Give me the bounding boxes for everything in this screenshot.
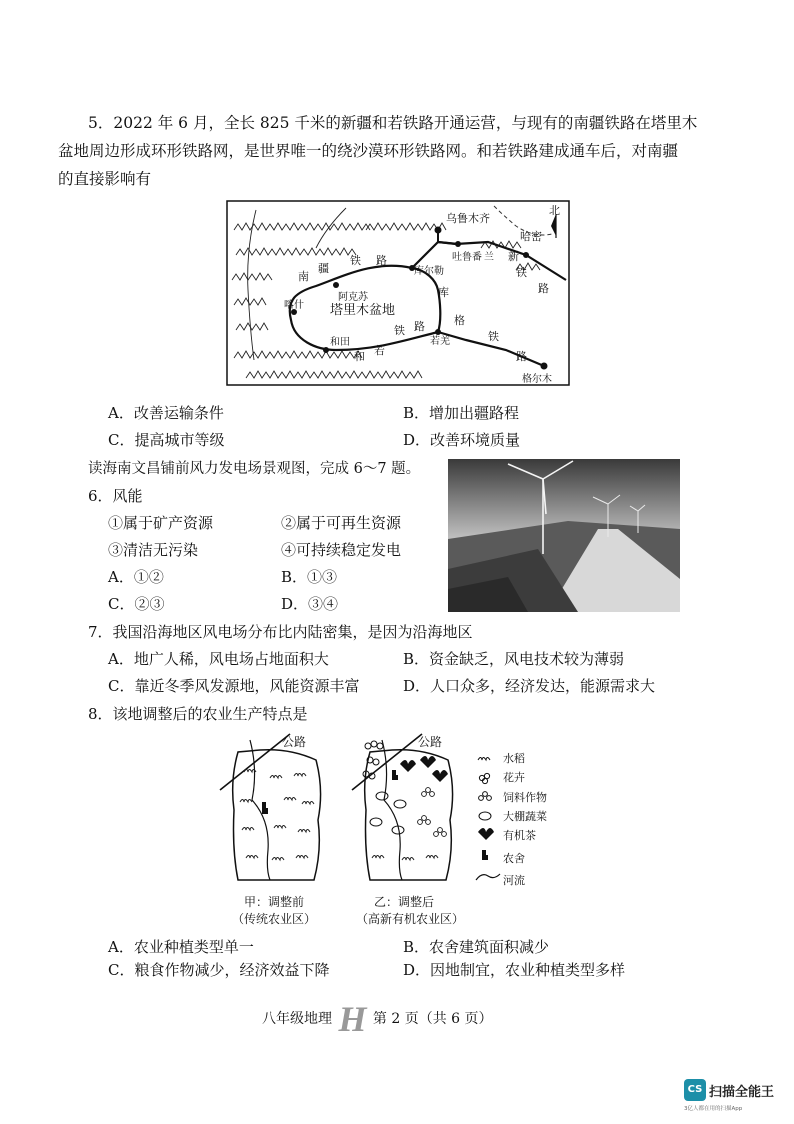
heruo-char-2: 若 bbox=[374, 344, 385, 357]
scanner-logo-icon: CS bbox=[684, 1079, 706, 1101]
label-hami: 哈密 bbox=[520, 230, 542, 243]
after-road-label: 公路 bbox=[418, 735, 443, 749]
q6-stem: 6．风能 bbox=[88, 487, 143, 505]
q5-stem-line2: 盆地周边形成环形铁路网，是世界唯一的绕沙漠环形铁路网。和若铁路建成通车后，对南疆 bbox=[58, 142, 679, 160]
q6-statement-3: ③清洁无污染 bbox=[108, 541, 199, 559]
q6-option-c[interactable]: C．②③ bbox=[108, 595, 165, 613]
label-aksu: 阿克苏 bbox=[338, 292, 368, 303]
nanjiang-char-2: 疆 bbox=[318, 262, 329, 275]
label-lan: 兰 bbox=[484, 252, 494, 263]
page-footer bbox=[262, 999, 493, 1039]
q7-option-a[interactable]: A．地广人稀，风电场占地面积大 bbox=[108, 650, 329, 668]
legend-symbols bbox=[474, 748, 502, 888]
tea-legend-icon bbox=[478, 828, 494, 840]
legend-river: 河流 bbox=[503, 874, 525, 887]
q7-option-c[interactable]: C．靠近冬季风发源地，风能资源丰富 bbox=[108, 677, 360, 695]
gekure-char-4: 路 bbox=[516, 350, 527, 363]
rice-legend-icon bbox=[478, 758, 490, 761]
q5-option-c[interactable]: C．提高城市等级 bbox=[108, 431, 225, 449]
gekure-char-2: 格 bbox=[454, 314, 465, 327]
legend-flowers: 花卉 bbox=[503, 771, 525, 784]
q5-stem-line3: 的直接影响有 bbox=[58, 170, 152, 188]
flower-legend-icon bbox=[479, 773, 489, 783]
footer-watermark-h: H bbox=[338, 999, 367, 1039]
q6-option-a[interactable]: A．①② bbox=[108, 568, 164, 586]
q7-option-b[interactable]: B．资金缺乏，风电技术较为薄弱 bbox=[403, 650, 625, 668]
before-title: 甲：调整前 bbox=[244, 895, 305, 909]
lanxin-char-1: 新 bbox=[508, 250, 519, 263]
farm-after-diagram bbox=[342, 730, 467, 898]
after-subtitle: （高新有机农业区） bbox=[356, 912, 465, 926]
q6-option-b[interactable]: B．①③ bbox=[281, 568, 338, 586]
farm-before-diagram bbox=[210, 730, 335, 898]
q6-statement-4: ④可持续稳定发电 bbox=[281, 541, 402, 559]
footer-page-number: 第 2 页（共 6 页） bbox=[372, 1011, 493, 1027]
nanjiang-char-4: 路 bbox=[376, 254, 387, 267]
q5-option-d[interactable]: D．改善环境质量 bbox=[403, 431, 521, 449]
river-legend-icon bbox=[476, 874, 500, 880]
gekure-char-3: 铁 bbox=[488, 330, 499, 343]
legend-farmhouse: 农舍 bbox=[503, 852, 525, 865]
intro-q6-7: 读海南文昌铺前风力发电场景观图，完成 6～7 题。 bbox=[88, 461, 421, 477]
q6-statement-2: ②属于可再生资源 bbox=[281, 514, 402, 532]
label-tarim-basin: 塔里木盆地 bbox=[330, 303, 396, 318]
label-korla: 库尔勒 bbox=[414, 266, 444, 277]
label-ruoqiang: 若羌 bbox=[430, 336, 450, 347]
heruo-char-1: 和 bbox=[354, 350, 365, 363]
wind-farm-photo bbox=[448, 459, 680, 612]
q5-option-a[interactable]: A．改善运输条件 bbox=[108, 404, 224, 422]
q7-stem: 7．我国沿海地区风电场分布比内陆密集，是因为沿海地区 bbox=[88, 623, 473, 641]
q8-option-b[interactable]: B．农舍建筑面积减少 bbox=[403, 938, 550, 956]
legend-feed-crops: 饲料作物 bbox=[503, 791, 547, 804]
before-subtitle: （传统农业区） bbox=[232, 912, 317, 926]
nanjiang-char-3: 铁 bbox=[350, 254, 361, 267]
label-golmud: 格尔木 bbox=[522, 374, 552, 385]
q6-option-d[interactable]: D．③④ bbox=[281, 595, 339, 613]
before-road-label: 公路 bbox=[282, 735, 307, 749]
q8-option-a[interactable]: A．农业种植类型单一 bbox=[108, 938, 254, 956]
q5-stem-line1: 5．2022 年 6 月，全长 825 千米的新疆和若铁路开通运营，与现有的南疆铁路在塔里木 bbox=[88, 114, 698, 132]
legend-organic-tea: 有机茶 bbox=[503, 829, 536, 842]
greenhouse-legend-icon bbox=[479, 812, 491, 820]
heruo-char-3: 铁 bbox=[394, 324, 405, 337]
feed-crop-legend-icon bbox=[479, 792, 492, 801]
heruo-char-4: 路 bbox=[414, 320, 425, 333]
farmhouse-legend-icon bbox=[482, 850, 488, 860]
q8-option-d[interactable]: D．因地制宜，农业种植类型多样 bbox=[403, 961, 626, 979]
lanxin-char-3: 路 bbox=[538, 282, 549, 295]
q7-option-d[interactable]: D．人口众多，经济发达，能源需求大 bbox=[403, 677, 656, 695]
nanjiang-char-1: 南 bbox=[298, 270, 309, 283]
xinjiang-railway-map bbox=[226, 200, 570, 386]
legend-greenhouse-vegetables: 大棚蔬菜 bbox=[503, 810, 547, 823]
gekure-char-1: 库 bbox=[438, 286, 449, 299]
q6-statement-1: ①属于矿产资源 bbox=[108, 514, 214, 532]
q8-option-c[interactable]: C．粮食作物减少，经济效益下降 bbox=[108, 961, 330, 979]
lanxin-char-2: 铁 bbox=[516, 266, 527, 279]
label-kashi: 喀什 bbox=[284, 300, 304, 311]
q8-stem: 8．该地调整后的农业生产特点是 bbox=[88, 705, 308, 723]
q5-option-b[interactable]: B．增加出疆路程 bbox=[403, 404, 520, 422]
north-label: 北 bbox=[549, 204, 560, 217]
label-turpan: 吐鲁番 bbox=[452, 252, 482, 263]
scanner-tagline: 3亿人都在用的扫描App bbox=[684, 1106, 743, 1112]
legend-rice: 水稻 bbox=[503, 752, 525, 765]
label-hotan: 和田 bbox=[330, 337, 350, 348]
scanner-app-name: 扫描全能王 bbox=[709, 1085, 775, 1100]
label-urumqi: 乌鲁木齐 bbox=[446, 212, 490, 225]
footer-subject: 八年级地理 bbox=[262, 1011, 332, 1027]
after-title: 乙：调整后 bbox=[374, 895, 435, 909]
